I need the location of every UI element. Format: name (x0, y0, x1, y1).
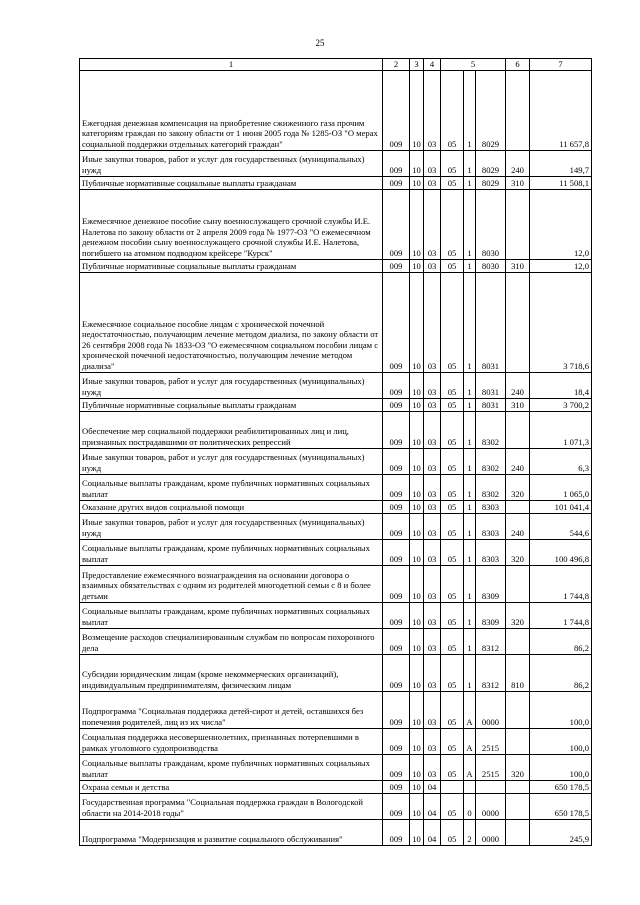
row-amount: 1 744,8 (530, 566, 592, 603)
row-subprogram: 1 (464, 177, 476, 190)
row-name: Социальные выплаты гражданам, кроме публичных нормативных социальных выплат (80, 475, 383, 501)
row-direction: 0000 (476, 820, 506, 846)
row-ministry-code: 009 (383, 729, 410, 755)
row-amount: 12,0 (530, 260, 592, 273)
row-name: Иные закупки товаров, работ и услуг для государственных (муниципальных) нужд (80, 373, 383, 399)
row-ministry-code: 009 (383, 177, 410, 190)
row-subsection: 03 (424, 412, 441, 449)
row-subsection: 03 (424, 449, 441, 475)
row-subprogram: А (464, 755, 476, 781)
row-amount: 86,2 (530, 629, 592, 655)
table-row (80, 177, 592, 190)
row-section: 10 (410, 399, 424, 412)
row-direction: 8303 (476, 540, 506, 566)
table-row (80, 781, 592, 794)
row-ministry-code: 009 (383, 449, 410, 475)
row-amount: 3 700,2 (530, 399, 592, 412)
row-program: 05 (441, 755, 464, 781)
row-subprogram: 1 (464, 501, 476, 514)
row-amount: 149,7 (530, 151, 592, 177)
row-amount: 86,2 (530, 655, 592, 692)
row-direction: 2515 (476, 729, 506, 755)
row-expense-type: 320 (506, 540, 530, 566)
row-expense-type: 310 (506, 399, 530, 412)
row-expense-type (506, 566, 530, 603)
row-name: Иные закупки товаров, работ и услуг для государственных (муниципальных) нужд (80, 151, 383, 177)
row-ministry-code: 009 (383, 603, 410, 629)
row-program: 05 (441, 273, 464, 373)
row-expense-type: 310 (506, 260, 530, 273)
row-program: 05 (441, 501, 464, 514)
row-section: 10 (410, 729, 424, 755)
row-program: 05 (441, 190, 464, 260)
row-name: Иные закупки товаров, работ и услуг для государственных (муниципальных) нужд (80, 449, 383, 475)
row-direction: 8029 (476, 71, 506, 151)
row-amount: 1 071,3 (530, 412, 592, 449)
row-direction: 8031 (476, 273, 506, 373)
row-ministry-code: 009 (383, 273, 410, 373)
row-subsection: 04 (424, 820, 441, 846)
row-expense-type (506, 273, 530, 373)
table-row (80, 729, 592, 755)
table-row (80, 71, 592, 151)
row-program: 05 (441, 412, 464, 449)
row-ministry-code: 009 (383, 71, 410, 151)
row-subprogram: 1 (464, 540, 476, 566)
table-row (80, 475, 592, 501)
row-expense-type (506, 781, 530, 794)
table-row (80, 373, 592, 399)
row-expense-type: 320 (506, 475, 530, 501)
table-row (80, 501, 592, 514)
row-subsection: 03 (424, 755, 441, 781)
row-subsection: 03 (424, 514, 441, 540)
row-expense-type (506, 729, 530, 755)
row-subprogram: 1 (464, 151, 476, 177)
header-row (80, 59, 592, 71)
row-direction: 8302 (476, 412, 506, 449)
row-subprogram: 1 (464, 412, 476, 449)
row-subprogram: 1 (464, 273, 476, 373)
row-program: 05 (441, 540, 464, 566)
row-amount: 650 178,5 (530, 794, 592, 820)
row-subsection: 03 (424, 399, 441, 412)
row-amount: 650 178,5 (530, 781, 592, 794)
table-row (80, 692, 592, 729)
table-row (80, 190, 592, 260)
table-row (80, 540, 592, 566)
row-program: 05 (441, 399, 464, 412)
row-subprogram: 1 (464, 71, 476, 151)
row-subprogram: 1 (464, 399, 476, 412)
row-section: 10 (410, 755, 424, 781)
row-expense-type (506, 629, 530, 655)
row-amount: 18,4 (530, 373, 592, 399)
row-subsection: 03 (424, 603, 441, 629)
row-amount: 100,0 (530, 692, 592, 729)
table-row (80, 566, 592, 603)
row-section: 10 (410, 820, 424, 846)
row-name: Ежегодная денежная компенсация на приобретение сжиженного газа прочим категориям граждан по закону области от 1 июня 2005 года № 1285-ОЗ "О мерах социальной поддержки отдельных категорий граждан" (80, 71, 383, 151)
row-expense-type (506, 190, 530, 260)
page-number: 25 (315, 38, 325, 48)
row-ministry-code: 009 (383, 501, 410, 514)
row-expense-type (506, 501, 530, 514)
row-amount: 1 744,8 (530, 603, 592, 629)
row-direction: 8029 (476, 177, 506, 190)
row-subsection: 03 (424, 692, 441, 729)
header-col-1: 1 (80, 59, 383, 71)
row-direction: 8303 (476, 501, 506, 514)
header-col-7: 7 (530, 59, 592, 71)
row-section: 10 (410, 655, 424, 692)
table-row (80, 449, 592, 475)
row-program (441, 781, 464, 794)
row-section: 10 (410, 260, 424, 273)
header-col-3: 3 (410, 59, 424, 71)
table-row (80, 514, 592, 540)
row-program: 05 (441, 514, 464, 540)
table-row (80, 794, 592, 820)
row-section: 10 (410, 373, 424, 399)
row-ministry-code: 009 (383, 566, 410, 603)
row-direction: 8309 (476, 603, 506, 629)
row-direction: 8303 (476, 514, 506, 540)
row-section: 10 (410, 629, 424, 655)
row-direction: 8031 (476, 373, 506, 399)
row-name: Подпрограмма "Социальная поддержка детей-сирот и детей, оставшихся без попечения родителей, лиц из их числа" (80, 692, 383, 729)
table-row (80, 603, 592, 629)
row-amount: 11 657,8 (530, 71, 592, 151)
row-direction: 2515 (476, 755, 506, 781)
row-subsection: 03 (424, 566, 441, 603)
row-direction: 8031 (476, 399, 506, 412)
row-name: Ежемесячное социальное пособие лицам с хронической почечной недостаточностью, получающим лечение методом диализа, по закону области от 26 сентября 2008 года № 1833-ОЗ "О ежемесячном социальном пособии лицам с хронической почечной недостаточностью, получающим лечение методом диализа" (80, 273, 383, 373)
row-subsection: 03 (424, 629, 441, 655)
row-direction: 8312 (476, 629, 506, 655)
row-name: Социальные выплаты гражданам, кроме публичных нормативных социальных выплат (80, 603, 383, 629)
row-program: 05 (441, 449, 464, 475)
row-name: Социальные выплаты гражданам, кроме публичных нормативных социальных выплат (80, 540, 383, 566)
row-ministry-code: 009 (383, 373, 410, 399)
row-name: Публичные нормативные социальные выплаты гражданам (80, 260, 383, 273)
row-program: 05 (441, 177, 464, 190)
row-program: 05 (441, 260, 464, 273)
row-expense-type: 320 (506, 755, 530, 781)
row-program: 05 (441, 794, 464, 820)
row-subprogram: 0 (464, 794, 476, 820)
row-direction: 0000 (476, 692, 506, 729)
row-name: Возмещение расходов специализированным службам по вопросам похоронного дела (80, 629, 383, 655)
row-ministry-code: 009 (383, 190, 410, 260)
row-amount: 3 718,6 (530, 273, 592, 373)
header-col-4: 4 (424, 59, 441, 71)
row-direction (476, 781, 506, 794)
row-expense-type (506, 71, 530, 151)
row-subsection: 03 (424, 151, 441, 177)
row-program: 05 (441, 655, 464, 692)
row-program: 05 (441, 71, 464, 151)
row-amount: 6,3 (530, 449, 592, 475)
row-program: 05 (441, 566, 464, 603)
row-expense-type: 310 (506, 177, 530, 190)
row-ministry-code: 009 (383, 260, 410, 273)
row-expense-type (506, 820, 530, 846)
row-name: Обеспечение мер социальной поддержки реабилитированных лиц и лиц, признанных пострадавшими от политических репрессий (80, 412, 383, 449)
table-row (80, 412, 592, 449)
header-col-2: 2 (383, 59, 410, 71)
row-subprogram: А (464, 729, 476, 755)
row-name: Иные закупки товаров, работ и услуг для государственных (муниципальных) нужд (80, 514, 383, 540)
row-program: 05 (441, 151, 464, 177)
row-subsection: 03 (424, 475, 441, 501)
row-direction: 8029 (476, 151, 506, 177)
row-ministry-code: 009 (383, 540, 410, 566)
row-ministry-code: 009 (383, 412, 410, 449)
row-subsection: 03 (424, 260, 441, 273)
row-ministry-code: 009 (383, 655, 410, 692)
row-section: 10 (410, 151, 424, 177)
row-section: 10 (410, 603, 424, 629)
table-row (80, 273, 592, 373)
row-subprogram: 1 (464, 514, 476, 540)
row-subsection: 03 (424, 71, 441, 151)
row-ministry-code: 009 (383, 781, 410, 794)
row-direction: 8312 (476, 655, 506, 692)
row-subsection: 03 (424, 373, 441, 399)
row-subsection: 03 (424, 273, 441, 373)
row-section: 10 (410, 540, 424, 566)
row-section: 10 (410, 71, 424, 151)
row-subprogram: 2 (464, 820, 476, 846)
row-section: 10 (410, 412, 424, 449)
row-expense-type: 240 (506, 514, 530, 540)
row-section: 10 (410, 781, 424, 794)
row-subsection: 03 (424, 501, 441, 514)
row-ministry-code: 009 (383, 399, 410, 412)
header-col-5: 5 (441, 59, 506, 71)
row-program: 05 (441, 475, 464, 501)
row-name: Оказание других видов социальной помощи (80, 501, 383, 514)
row-ministry-code: 009 (383, 820, 410, 846)
row-subprogram: 1 (464, 449, 476, 475)
row-expense-type (506, 794, 530, 820)
row-section: 10 (410, 794, 424, 820)
row-name: Социальная поддержка несовершеннолетних, признанных потерпевшими в рамках уголовного судопроизводства (80, 729, 383, 755)
row-subprogram (464, 781, 476, 794)
row-direction: 8302 (476, 449, 506, 475)
row-amount: 1 065,0 (530, 475, 592, 501)
row-ministry-code: 009 (383, 629, 410, 655)
row-name: Подпрограмма "Модернизация и развитие социального обслуживания" (80, 820, 383, 846)
row-direction: 8030 (476, 260, 506, 273)
row-program: 05 (441, 692, 464, 729)
table-row (80, 260, 592, 273)
row-name: Ежемесячное денежное пособие сыну военнослужащего срочной службы И.Е. Налетова по закону области от 2 апреля 2009 года № 1977-ОЗ "О ежемесячном денежном пособии сыну военнослужащего срочной службы И.Е. Налетова, погибшего на атомном подводном крейсере "Курск" (80, 190, 383, 260)
budget-table-body (80, 59, 592, 846)
row-amount: 544,6 (530, 514, 592, 540)
table-row (80, 151, 592, 177)
table-row (80, 399, 592, 412)
row-amount: 245,9 (530, 820, 592, 846)
row-amount: 100,0 (530, 755, 592, 781)
row-section: 10 (410, 692, 424, 729)
table-row (80, 655, 592, 692)
row-subprogram: 1 (464, 629, 476, 655)
row-section: 10 (410, 273, 424, 373)
row-ministry-code: 009 (383, 794, 410, 820)
row-subprogram: 1 (464, 260, 476, 273)
row-subprogram: 1 (464, 655, 476, 692)
row-direction: 8302 (476, 475, 506, 501)
row-subprogram: 1 (464, 475, 476, 501)
row-ministry-code: 009 (383, 475, 410, 501)
row-direction: 8309 (476, 566, 506, 603)
row-expense-type (506, 412, 530, 449)
row-ministry-code: 009 (383, 514, 410, 540)
row-expense-type: 810 (506, 655, 530, 692)
row-amount: 100 496,8 (530, 540, 592, 566)
row-section: 10 (410, 514, 424, 540)
row-ministry-code: 009 (383, 692, 410, 729)
row-expense-type: 320 (506, 603, 530, 629)
header-col-6: 6 (506, 59, 530, 71)
row-subprogram: 1 (464, 373, 476, 399)
row-subsection: 04 (424, 794, 441, 820)
row-subsection: 03 (424, 655, 441, 692)
table-row (80, 820, 592, 846)
row-subprogram: А (464, 692, 476, 729)
row-amount: 101 041,4 (530, 501, 592, 514)
row-direction: 8030 (476, 190, 506, 260)
row-name: Социальные выплаты гражданам, кроме публичных нормативных социальных выплат (80, 755, 383, 781)
row-amount: 12,0 (530, 190, 592, 260)
row-section: 10 (410, 449, 424, 475)
row-name: Предоставление ежемесячного вознаграждения на основании договора о взаимных обязательствах с одним из родителей многодетной семьи с 8 и более детьми (80, 566, 383, 603)
row-subsection: 03 (424, 190, 441, 260)
row-subprogram: 1 (464, 603, 476, 629)
row-name: Охрана семьи и детства (80, 781, 383, 794)
table-row (80, 629, 592, 655)
row-subsection: 03 (424, 177, 441, 190)
row-ministry-code: 009 (383, 755, 410, 781)
row-expense-type: 240 (506, 151, 530, 177)
row-direction: 0000 (476, 794, 506, 820)
budget-table (79, 58, 592, 846)
row-name: Государственная программа "Социальная поддержка граждан в Вологодской области на 2014-2018 годы" (80, 794, 383, 820)
row-ministry-code: 009 (383, 151, 410, 177)
row-expense-type: 240 (506, 373, 530, 399)
row-expense-type (506, 692, 530, 729)
row-expense-type: 240 (506, 449, 530, 475)
row-subprogram: 1 (464, 190, 476, 260)
row-amount: 100,0 (530, 729, 592, 755)
row-name: Публичные нормативные социальные выплаты гражданам (80, 399, 383, 412)
row-section: 10 (410, 566, 424, 603)
row-section: 10 (410, 190, 424, 260)
row-name: Субсидии юридическим лицам (кроме некоммерческих организаций), индивидуальным предпринимателям, физическим лицам (80, 655, 383, 692)
row-subsection: 03 (424, 729, 441, 755)
row-program: 05 (441, 603, 464, 629)
row-program: 05 (441, 820, 464, 846)
row-subsection: 03 (424, 540, 441, 566)
row-subsection: 04 (424, 781, 441, 794)
row-name: Публичные нормативные социальные выплаты гражданам (80, 177, 383, 190)
row-section: 10 (410, 475, 424, 501)
row-program: 05 (441, 373, 464, 399)
row-section: 10 (410, 177, 424, 190)
row-section: 10 (410, 501, 424, 514)
row-program: 05 (441, 729, 464, 755)
row-subprogram: 1 (464, 566, 476, 603)
row-program: 05 (441, 629, 464, 655)
table-row (80, 755, 592, 781)
row-amount: 11 508,1 (530, 177, 592, 190)
